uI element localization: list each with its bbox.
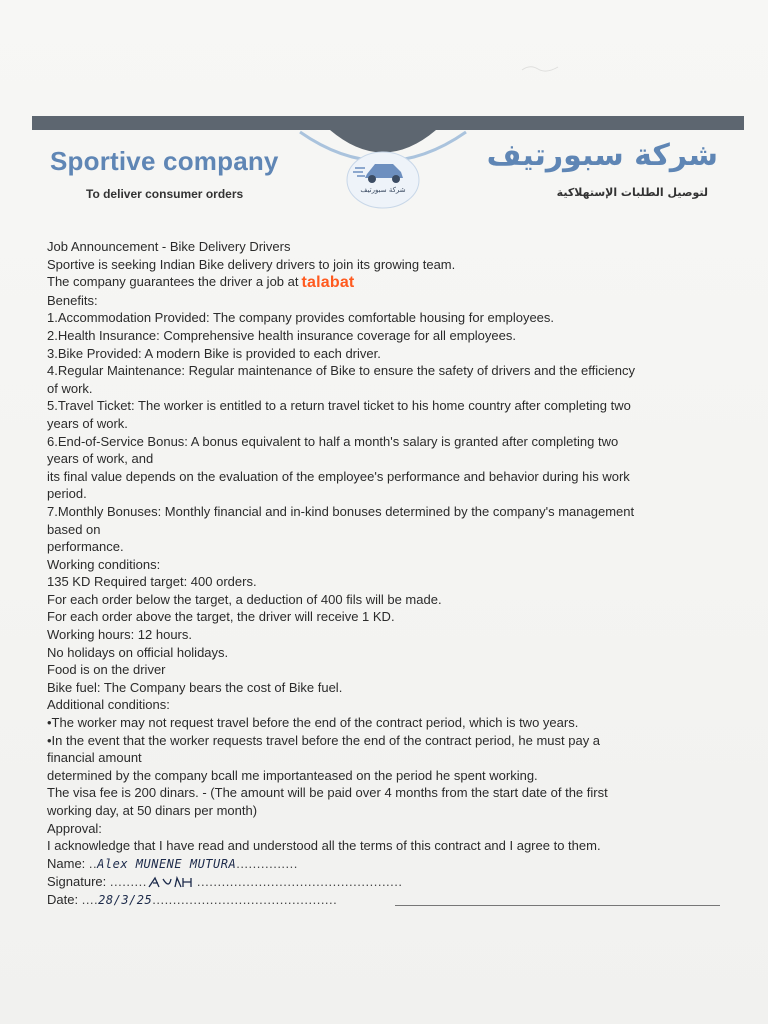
date-dots-trailer: ............................................. bbox=[152, 891, 338, 907]
announcement-intro: Sportive is seeking Indian Bike delivery drivers to join its growing team. bbox=[47, 256, 456, 272]
benefit-line: 2.Health Insurance: Comprehensive health insurance coverage for all employees. bbox=[47, 327, 516, 343]
date-label: Date: bbox=[47, 891, 79, 907]
name-handwritten-value: Alex MUNENE MUTURA bbox=[97, 856, 237, 871]
benefit-line: of work. bbox=[47, 380, 93, 396]
additional-conditions-heading: Additional conditions: bbox=[47, 697, 170, 713]
job-guarantee-line bbox=[47, 273, 737, 292]
name-dots-leader: .. bbox=[88, 855, 98, 871]
date-dots-leader: .... bbox=[81, 891, 99, 907]
benefit-line: 7.Monthly Bonuses: Monthly financial and in-kind bonuses determined by the company's management bbox=[47, 503, 635, 519]
working-conditions-heading: Working conditions: bbox=[47, 556, 161, 572]
logo-text: شركة سبورتيف bbox=[360, 186, 406, 194]
additional-line: financial amount bbox=[47, 750, 142, 766]
approval-heading: Approval: bbox=[47, 820, 102, 836]
name-dots-trailer: ............... bbox=[236, 855, 298, 871]
condition-line: For each order below the target, a deduction of 400 fils will be made. bbox=[47, 591, 442, 607]
benefits-list bbox=[47, 309, 737, 555]
condition-line: Food is on the driver bbox=[47, 662, 166, 678]
benefit-line: based on bbox=[47, 521, 101, 537]
talabat-logo: talabat bbox=[301, 274, 355, 292]
working-conditions-list bbox=[47, 573, 737, 696]
benefit-line: 6.End-of-Service Bonus: A bonus equivalent to half a month's salary is granted after completing two bbox=[47, 433, 619, 449]
company-tagline-ar: لتوصيل الطلبات الإستهلاكية bbox=[556, 186, 708, 199]
announcement-title: Job Announcement - Bike Delivery Drivers bbox=[47, 239, 291, 254]
signature-scribble bbox=[147, 875, 197, 891]
company-tagline-en: To deliver consumer orders bbox=[86, 187, 244, 201]
company-name-en: Sportive company bbox=[50, 146, 279, 176]
additional-conditions-list bbox=[47, 714, 737, 820]
additional-line: The visa fee is 200 dinars. - (The amount will be paid over 4 months from the start date of the first bbox=[47, 785, 608, 801]
additional-line: •In the event that the worker requests travel before the end of the contract period, he must pay a bbox=[47, 732, 601, 748]
additional-line: •The worker may not request travel before the end of the contract period, which is two years. bbox=[47, 715, 579, 731]
benefit-line: 5.Travel Ticket: The worker is entitled to a return travel ticket to his home country after completing two bbox=[47, 398, 631, 414]
benefit-line: years of work. bbox=[47, 415, 128, 431]
signature-label: Signature: bbox=[47, 874, 107, 890]
benefit-line: period. bbox=[47, 486, 87, 502]
condition-line: For each order above the target, the driver will receive 1 KD. bbox=[47, 609, 395, 625]
announcement-body bbox=[47, 238, 737, 910]
condition-line: 135 KD Required target: 400 orders. bbox=[47, 574, 257, 590]
benefit-line: 3.Bike Provided: A modern Bike is provided to each driver. bbox=[47, 345, 381, 361]
benefit-line: 4.Regular Maintenance: Regular maintenance of Bike to ensure the safety of drivers and the efficiency bbox=[47, 363, 635, 379]
additional-line: determined by the company bcall me importanteased on the period he spent working. bbox=[47, 767, 538, 783]
approval-statement: I acknowledge that I have read and understood all the terms of this contract and I agree to them. bbox=[47, 838, 601, 854]
benefit-line: its final value depends on the evaluation of the employee's performance and behavior during his work bbox=[47, 468, 630, 484]
benefits-heading: Benefits: bbox=[47, 292, 98, 308]
bottom-rule-line bbox=[395, 905, 720, 906]
condition-line: Working hours: 12 hours. bbox=[47, 627, 192, 643]
guarantee-text: The company guarantees the driver a job at bbox=[47, 274, 299, 290]
date-field-row bbox=[47, 891, 737, 910]
benefit-line: years of work, and bbox=[47, 451, 154, 467]
additional-line: working day, at 50 dinars per month) bbox=[47, 803, 258, 818]
date-handwritten-value: 28/3/25 bbox=[98, 892, 153, 907]
signature-field-row bbox=[47, 873, 737, 891]
name-label: Name: bbox=[47, 855, 86, 871]
signature-dots-leader: ......... bbox=[109, 874, 147, 890]
company-logo bbox=[345, 150, 421, 210]
benefit-line: 1.Accommodation Provided: The company provides comfortable housing for employees. bbox=[47, 310, 555, 326]
company-name-ar: شركة سبورتيف bbox=[486, 138, 718, 173]
name-field-row bbox=[47, 855, 737, 874]
condition-line: No holidays on official holidays. bbox=[47, 644, 229, 660]
condition-line: Bike fuel: The Company bears the cost of Bike fuel. bbox=[47, 679, 343, 695]
signature-dots-trailer: .................................................. bbox=[196, 874, 403, 890]
benefit-line: performance. bbox=[47, 539, 124, 555]
